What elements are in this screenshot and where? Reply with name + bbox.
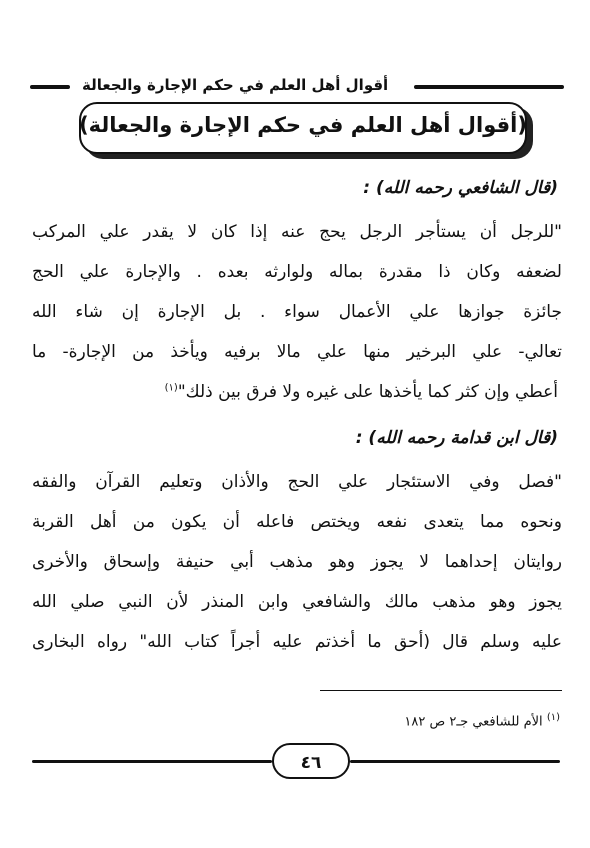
qudama-line: روايتان إحداهما لا يجوز وهو مذهب أبي حنيفة وإسحاق والأخرى [32,552,562,572]
footnote-marker: (١) [546,712,560,723]
shafii-line: "للرجل أن يستأجر الرجل يحج عنه إذا كان لا يقدر علي المركب [32,222,562,242]
shafii-line: لضعفه وكان ذا مقدرة بماله ولوارثه بعده . والإجارة علي الحج [32,262,562,282]
running-header [30,74,564,100]
qudama-line: يجوز وهو مذهب مالك والشافعي وابن المنذر لأن النبي صلي الله [32,592,562,612]
shafii-line [165,382,558,402]
footnote-text: الأم للشافعي جـ٢ ص ١٨٢ [404,714,547,730]
header-rule-right [414,85,564,89]
section-title: (أقوال أهل العلم في حكم الإجارة والجعالة) [79,113,527,137]
running-header-text: أقوال أهل العلم في حكم الإجارة والجعالة [82,76,389,94]
section-title-box [79,102,527,154]
qudama-line: "فصل وفي الاستئجار علي الحج والأذان وتعليم القرآن والفقه [32,472,562,492]
qudama-line: عليه وسلم قال (أحق ما أخذتم عليه أجراً كتاب الله" رواه البخارى [32,632,562,652]
footnote-ref: (١) [164,382,178,394]
header-rule-left [30,85,70,89]
footer-rule-left [32,760,272,763]
page-number: ٤٦ [272,743,350,779]
footer-rule-right [350,760,560,763]
qudama-line: ونحوه مما يتعدى نفعه ويختص فاعله أن يكون من أهل القربة [32,512,562,532]
footnote-separator [320,690,562,691]
footnote [404,712,560,729]
shafii-line: تعالي- علي البرخير منها علي مالا برفيه ويأخذ من الإجارة- ما [32,342,562,362]
heading-shafii: (قال الشافعي رحمه الله) : [363,178,558,198]
shafii-line-text: أعطي وإن كثر كما يأخذها على غيره ولا فرق بين ذلك" [177,382,558,402]
heading-qudama: (قال ابن قدامة رحمه الله) : [355,428,558,448]
shafii-line: جائزة جوازها علي الأعمال سواء . بل الإجارة إن شاء الله [32,302,562,322]
